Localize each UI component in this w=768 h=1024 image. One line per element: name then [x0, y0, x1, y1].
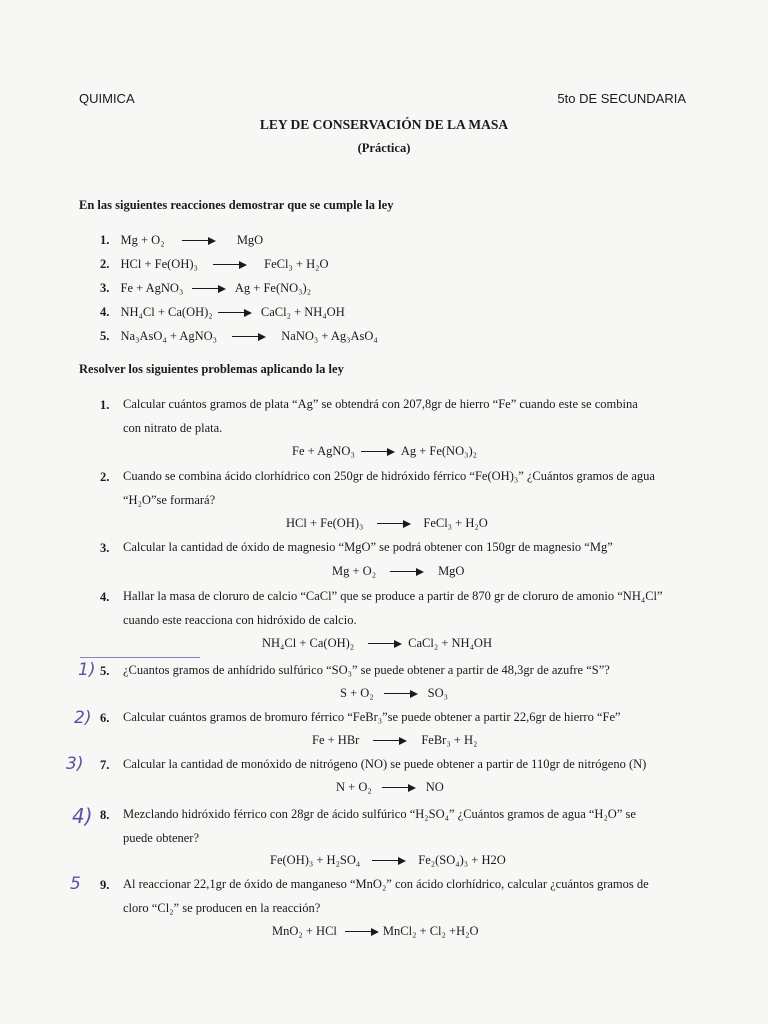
products: FeBr₃ + H₂: [421, 733, 478, 747]
arrow-icon: [345, 927, 379, 937]
problem-equation: [270, 853, 506, 868]
problem-text: Cuando se combina ácido clorhídrico con 250gr de hidróxido férrico “Fe(OH)₃” ¿Cuántos gramos de agua: [123, 469, 655, 483]
arrow-icon: [232, 332, 266, 342]
problem-number: 8.: [100, 808, 110, 822]
reactants: S + O₂: [340, 686, 374, 700]
item-number: 4.: [100, 305, 110, 319]
problem-text: Hallar la masa de cloruro de calcio “CaCl” que se produce a partir de 870 gr de cloruro de amonio “NH₄Cl”: [123, 589, 663, 603]
reactants: Fe(OH)₃ + H₂SO₄: [270, 853, 361, 867]
problem-text-cont: con nitrato de plata.: [123, 421, 223, 435]
page-title: LEY DE CONSERVACIÓN DE LA MASA: [259, 117, 509, 132]
item-number: 3.: [100, 281, 110, 295]
problem-equation: [286, 516, 488, 531]
arrow-icon: [382, 783, 416, 793]
page-subtitle: (Práctica): [357, 141, 411, 155]
problem-text: Calcular la cantidad de monóxido de nitrógeno (NO) se puede obtener a partir de 110gr de nitrógeno (N): [123, 757, 647, 771]
products: MgO: [438, 564, 465, 578]
problem-text: Mezclando hidróxido férrico con 28gr de ácido sulfúrico “H₂SO₄” ¿Cuántos gramos de agua “H₂O” se: [123, 807, 636, 821]
arrow-icon: [213, 260, 247, 270]
reactants: Fe + HBr: [312, 733, 360, 747]
reactants: Na₃AsO₄ + AgNO₃: [120, 329, 218, 343]
item-number: 2.: [100, 257, 110, 271]
reactants: HCl + Fe(OH)₃: [120, 257, 198, 271]
arrow-icon: [218, 308, 252, 318]
problem-equation: [336, 780, 444, 795]
arrow-icon: [373, 736, 407, 746]
arrow-icon: [192, 284, 226, 294]
products: NaNO₃ + Ag₃AsO₄: [281, 329, 378, 343]
reaction-item: [100, 281, 311, 296]
reactants: HCl + Fe(OH)₃: [286, 516, 364, 530]
grade-label: 5to DE SECUNDARIA: [557, 91, 686, 106]
problem-number: 5.: [100, 664, 110, 678]
problem-number: 1.: [100, 398, 110, 412]
problem-equation: [340, 686, 448, 701]
handwritten-mark: 5: [70, 874, 81, 894]
problem-text-cont: “H₂O”se formará?: [123, 493, 216, 507]
reactants: MnO₂ + HCl: [272, 924, 337, 938]
problem-text-cont: puede obtener?: [123, 831, 200, 845]
problem-number: 3.: [100, 541, 110, 555]
reactants: NH₄Cl + Ca(OH)₂: [262, 636, 355, 650]
reactants: Mg + O₂: [120, 233, 165, 247]
products: Ag + Fe(NO₃)₂: [234, 281, 312, 295]
products: Fe₂(SO₄)₃ + H2O: [418, 853, 506, 867]
reactants: Mg + O₂: [332, 564, 377, 578]
reactants: NH₄Cl + Ca(OH)₂: [120, 305, 213, 319]
products: MgO: [236, 233, 264, 247]
problem-text-cont: cloro “Cl₂” se producen en la reacción?: [123, 901, 321, 915]
reaction-item: [100, 233, 263, 248]
item-number: 5.: [100, 329, 110, 343]
problem-text-cont: cuando este reacciona con hidróxido de calcio.: [123, 613, 357, 627]
arrow-icon: [384, 689, 418, 699]
problem-text: Al reaccionar 22,1gr de óxido de manganeso “MnO₂” con ácido clorhídrico, calcular ¿cuántos gramos de: [123, 877, 649, 891]
products: SO₃: [427, 686, 448, 700]
problem-equation: [332, 564, 464, 579]
products: NO: [425, 780, 444, 794]
problem-number: 9.: [100, 878, 110, 892]
section2-heading: Resolver los siguientes problemas aplicando la ley: [79, 362, 344, 376]
item-number: 1.: [100, 233, 110, 247]
reaction-item: [100, 257, 329, 272]
handwritten-mark: 3): [66, 754, 84, 774]
handwritten-mark: 4): [72, 804, 93, 828]
section1-heading: En las siguientes reacciones demostrar que se cumple la ley: [79, 198, 394, 212]
problem-equation: [262, 636, 492, 651]
problem-number: 4.: [100, 590, 110, 604]
subject-label: QUIMICA: [79, 91, 135, 106]
products: FeCl₃ + H₂O: [423, 516, 488, 530]
arrow-icon: [182, 236, 216, 246]
reaction-item: [100, 329, 378, 344]
products: FeCl₃ + H₂O: [264, 257, 329, 271]
problem-text: Calcular la cantidad de óxido de magnesio “MgO” se podrá obtener con 150gr de magnesio “Mg”: [123, 540, 613, 554]
arrow-icon: [372, 856, 406, 866]
problem-number: 6.: [100, 711, 110, 725]
problem-equation: [272, 924, 478, 939]
problem-text: Calcular cuántos gramos de bromuro férrico “FeBr₃”se puede obtener a partir 22,6gr de hierro “Fe”: [123, 710, 621, 724]
problem-number: 7.: [100, 758, 110, 772]
arrow-icon: [368, 639, 402, 649]
problem-equation: [312, 733, 477, 748]
products: Ag + Fe(NO₃)₂: [400, 444, 477, 458]
products: CaCl₂ + NH₄OH: [408, 636, 492, 650]
problem-text: ¿Cuantos gramos de anhídrido sulfúrico “SO₃” se puede obtener a partir de 48,3gr de azufre “S”?: [123, 663, 610, 677]
reactants: Fe + AgNO₃: [292, 444, 355, 458]
reaction-item: [100, 305, 345, 320]
handwritten-mark: 2): [74, 708, 92, 728]
reactants: N + O₂: [336, 780, 372, 794]
problem-number: 2.: [100, 470, 110, 484]
arrow-icon: [361, 447, 395, 457]
products: CaCl₂ + NH₄OH: [260, 305, 345, 319]
handwritten-mark: 1): [78, 660, 96, 680]
problem-equation: [292, 444, 477, 459]
products: MnCl₂ + Cl₂ +H₂O: [382, 924, 479, 938]
arrow-icon: [390, 567, 424, 577]
problem-text: Calcular cuántos gramos de plata “Ag” se obtendrá con 207,8gr de hierro “Fe” cuando este se combina: [123, 397, 638, 411]
arrow-icon: [377, 519, 411, 529]
reactants: Fe + AgNO₃: [120, 281, 184, 295]
